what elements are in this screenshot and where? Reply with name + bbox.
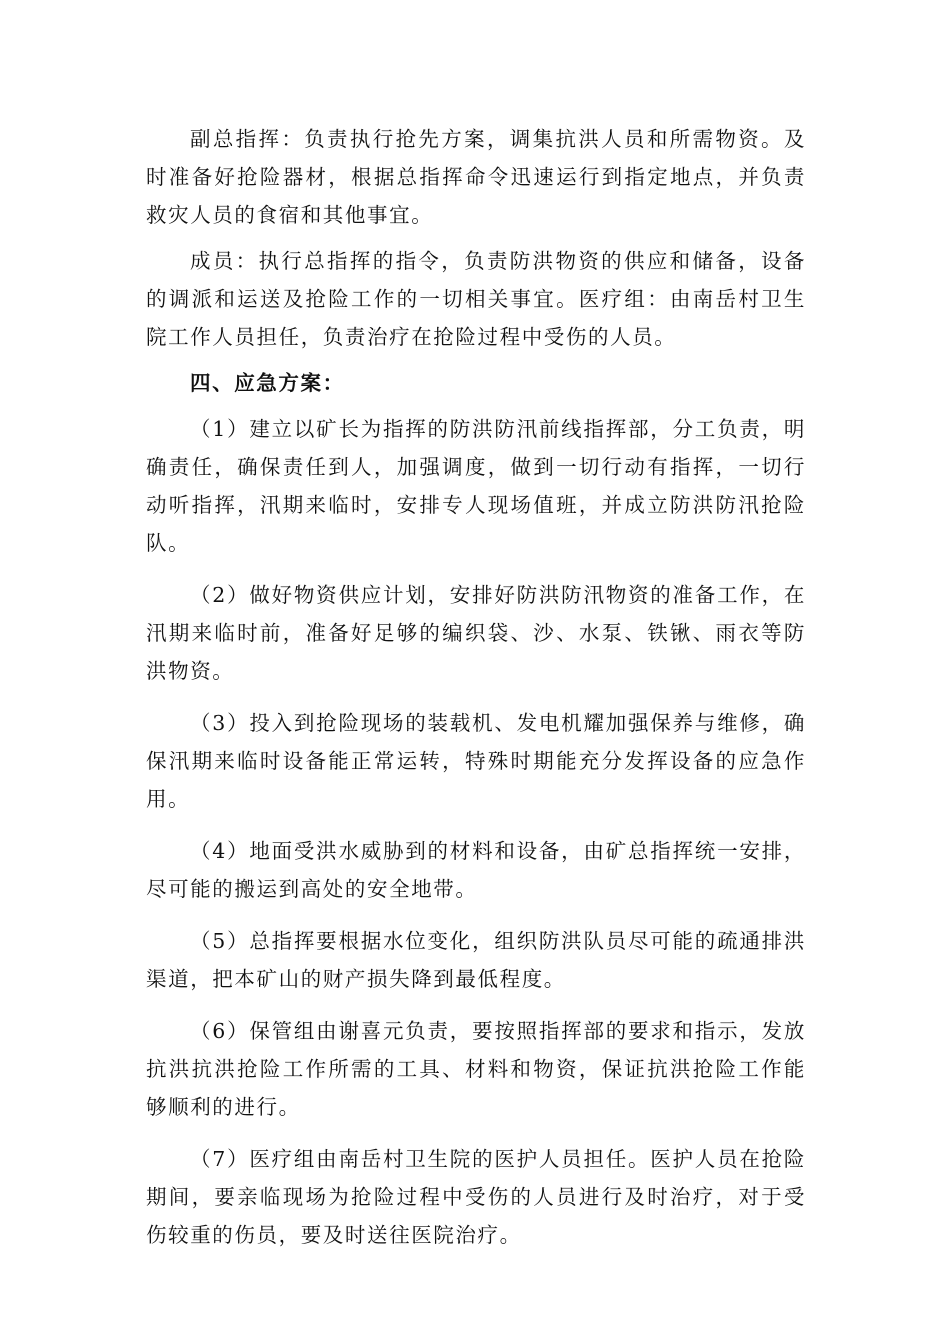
list-item: （1）建立以矿长为指挥的防洪防汛前线指挥部，分工负责，明确责任，确保责任到人，加强调度，做到一切行动有指挥，一切行动听指挥，汛期来临时，安排专人现场值班，并成立防洪防汛抢险队。	[146, 417, 806, 555]
list-item: （2）做好物资供应计划，安排好防洪防汛物资的准备工作，在汛期来临时前，准备好足够的编织袋、沙、水泵、铁锹、雨衣等防洪物资。	[146, 583, 806, 683]
list-item: （7）医疗组由南岳村卫生院的医护人员担任。医护人员在抢险期间，要亲临现场为抢险过程中受伤的人员进行及时治疗，对于受伤较重的伤员，要及时送往医院治疗。	[146, 1147, 806, 1247]
list-item: （4）地面受洪水威胁到的材料和设备，由矿总指挥统一安排，尽可能的搬运到高处的安全地带。	[146, 839, 806, 901]
document-page	[146, 120, 806, 1254]
list-item: （3）投入到抢险现场的装载机、发电机耀加强保养与维修，确保汛期来临时设备能正常运转，特殊时期能充分发挥设备的应急作用。	[146, 711, 806, 811]
section-heading-emergency-plan: 四、应急方案：	[190, 371, 345, 395]
list-item: （6）保管组由谢喜元负责，要按照指挥部的要求和指示，发放抗洪抗洪抢险工作所需的工具、材料和物资，保证抗洪抢险工作能够顺利的进行。	[146, 1019, 806, 1119]
list-item: （5）总指挥要根据水位变化，组织防洪队员尽可能的疏通排洪渠道，把本矿山的财产损失降到最低程度。	[146, 929, 806, 991]
paragraph-deputy-commander: 副总指挥：负责执行抢先方案，调集抗洪人员和所需物资。及时准备好抢险器材，根据总指挥命令迅速运行到指定地点，并负责救灾人员的食宿和其他事宜。	[146, 127, 806, 227]
paragraph-members: 成员：执行总指挥的指令，负责防洪物资的供应和储备，设备的调派和运送及抢险工作的一切相关事宜。医疗组：由南岳村卫生院工作人员担任，负责治疗在抢险过程中受伤的人员。	[146, 249, 806, 349]
